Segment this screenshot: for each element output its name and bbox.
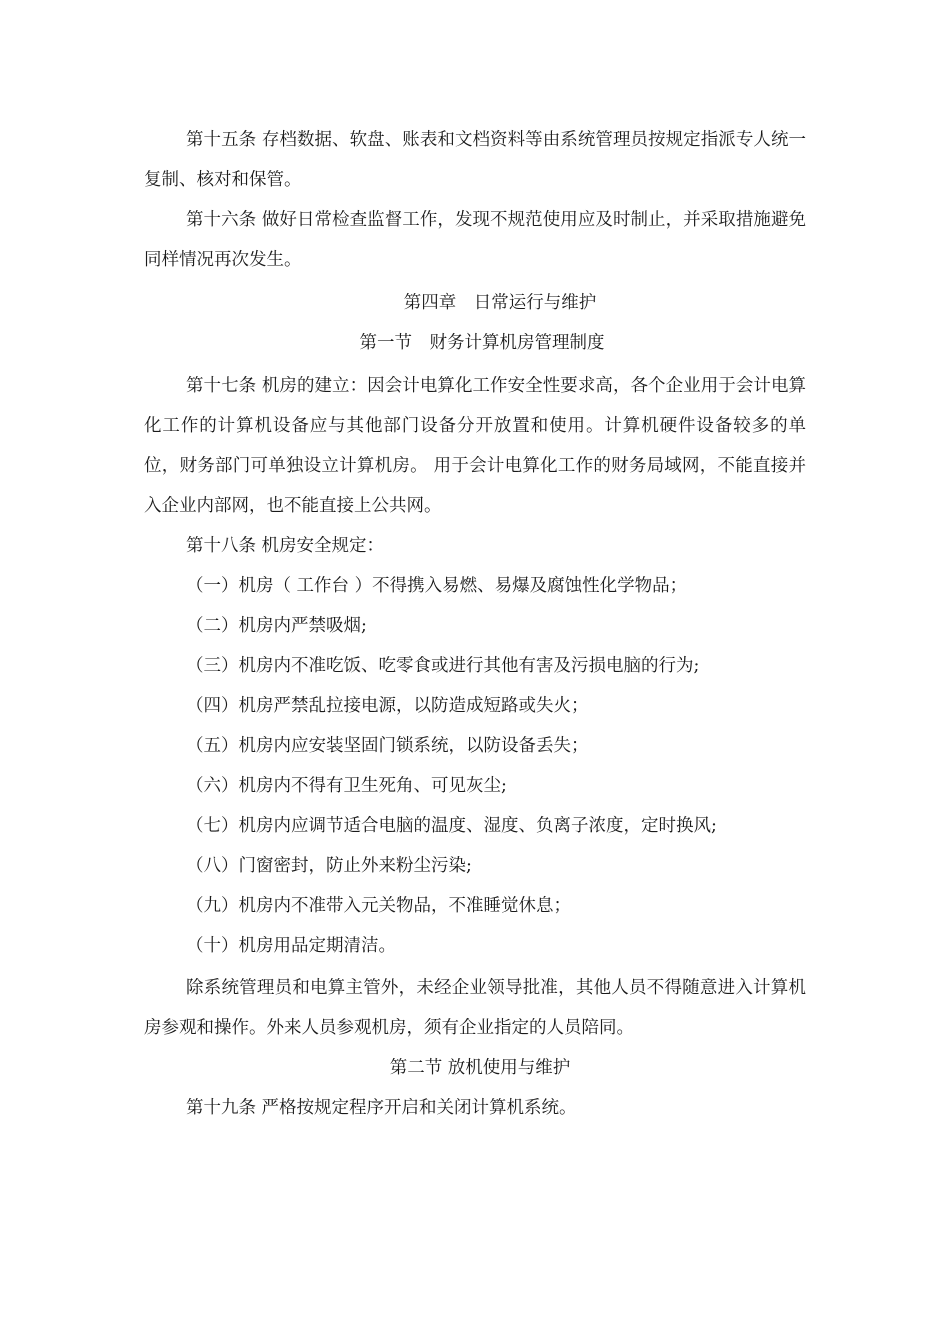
list-item: （五）机房内应安装坚固门锁系统，以防设备丢失； xyxy=(186,736,589,756)
list-item: （三）机房内不准吃饭、吃零食或进行其他有害及污损电脑的行为; xyxy=(186,656,700,676)
list-item: （一）机房（ 工作台 ）不得携入易燃、易爆及腐蚀性化学物品； xyxy=(186,576,688,596)
chapter-heading: 第四章 日常运行与维护 xyxy=(403,293,597,313)
list-item: （八）门窗密封，防止外来粉尘污染; xyxy=(186,856,472,876)
article-18: 第十八条 机房安全规定： xyxy=(186,536,385,556)
article-19: 第十九条 严格按规定程序开启和关闭计算机系统。 xyxy=(186,1098,577,1118)
list-item: （七）机房内应调节适合电脑的温度、湿度、负离子浓度，定时换风; xyxy=(186,816,717,836)
list-item: （四）机房严禁乱拉接电源，以防造成短路或失火； xyxy=(186,696,589,716)
article-17: 第十七条 机房的建立：因会计电算化工作安全性要求高，各个企业用于会计电算化工作的计算机设备应与其他部门设备分开放置和使用。计算机硬件设备较多的单位，财务部门可单独设立计算机房。 用于会计电算化工作的财务局域网，不能直接并入企业内部网，也不能直接上公共网。 xyxy=(144,376,806,516)
section-heading-1: 第一节 财务计算机房管理制度 xyxy=(359,333,605,353)
access-rule-paragraph: 除系统管理员和电算主管外，未经企业领导批准，其他人员不得随意进入计算机房参观和操作。外来人员参观机房，须有企业指定的人员陪同。 xyxy=(144,978,806,1038)
list-item: （九）机房内不准带入元关物品，不准睡觉休息； xyxy=(186,896,571,916)
document-body xyxy=(144,120,806,1128)
section-heading-2: 第二节 放机使用与维护 xyxy=(389,1058,571,1078)
article-15: 第十五条 存档数据、软盘、账表和文档资料等由系统管理员按规定指派专人统一复制、核对和保管。 xyxy=(144,130,806,190)
article-16: 第十六条 做好日常检查监督工作，发现不规范使用应及时制止，并采取措施避免同样情况再次发生。 xyxy=(144,210,806,270)
list-item: （六）机房内不得有卫生死角、可见灰尘; xyxy=(186,776,507,796)
list-item: （二）机房内严禁吸烟; xyxy=(186,616,367,636)
list-item: （十）机房用品定期清洁。 xyxy=(186,936,396,956)
